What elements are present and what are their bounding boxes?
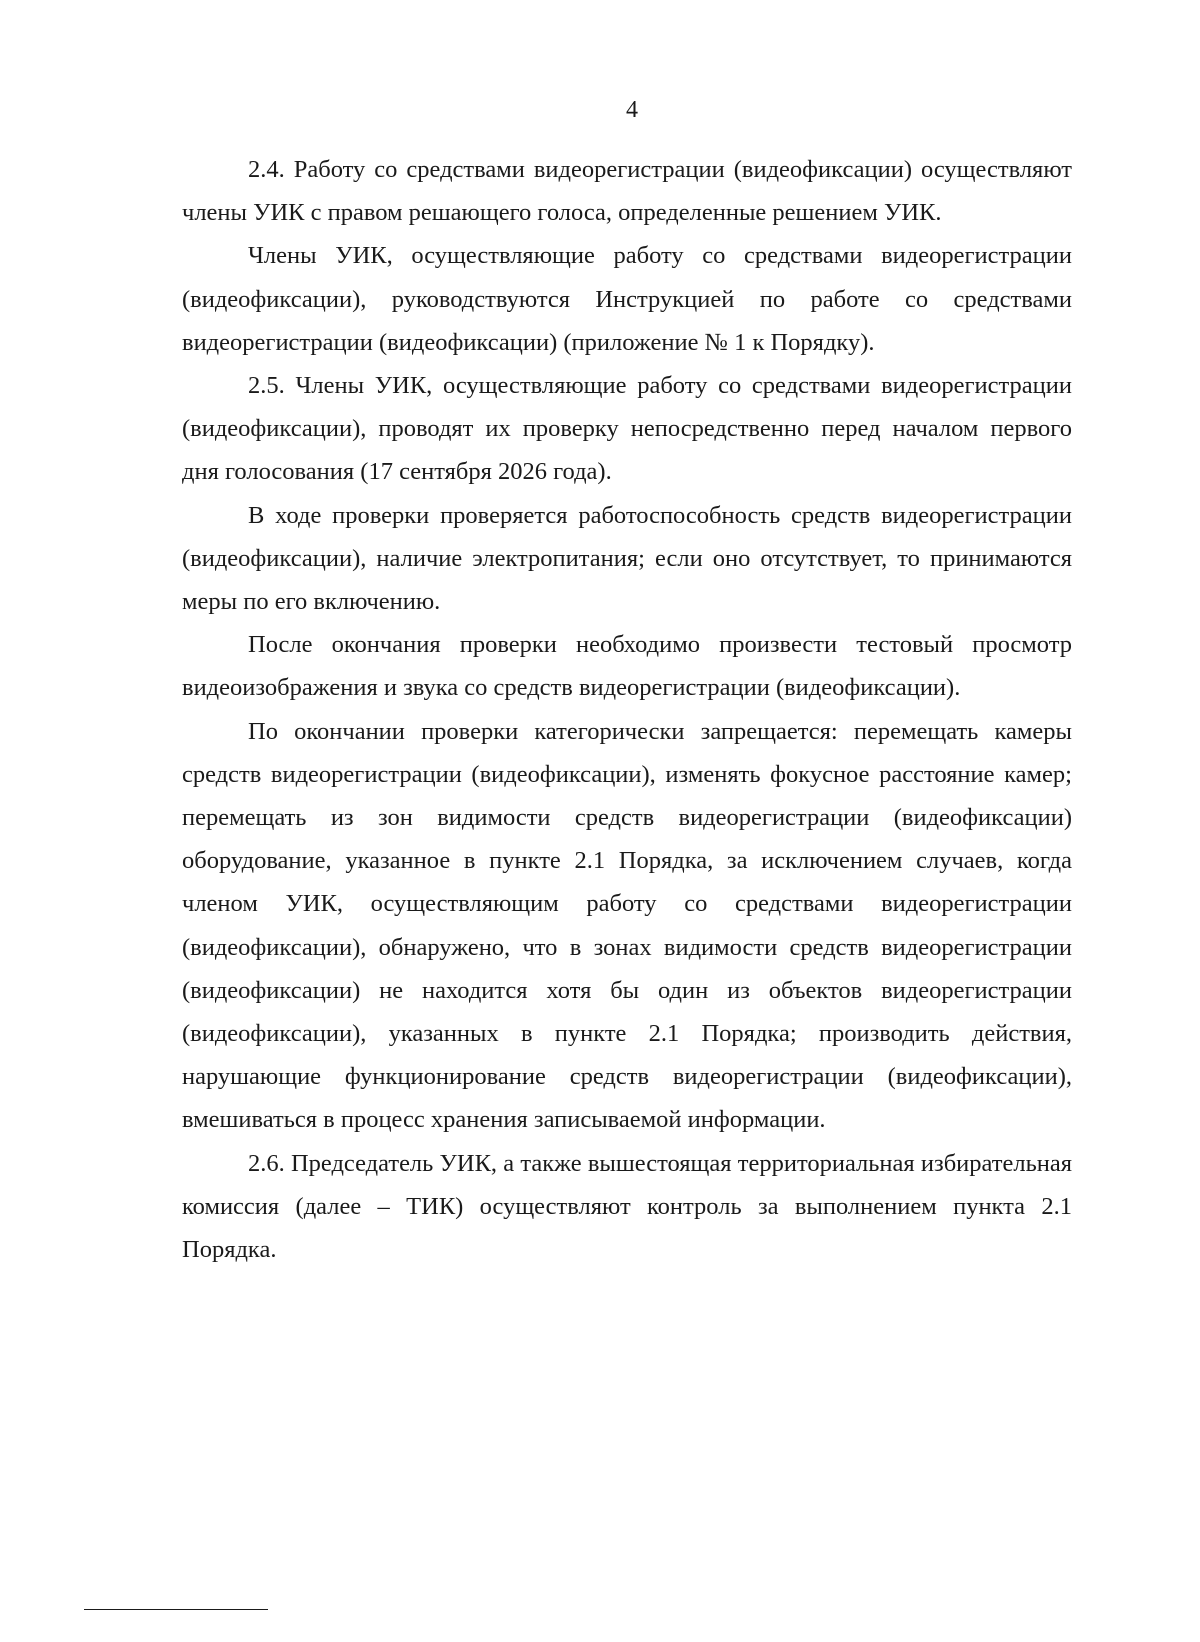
paragraph-2-4: 2.4. Работу со средствами видеорегистрации (видеофиксации) осуществляют члены УИК с правом решающего голоса, определенные решением УИК. — [182, 156, 1072, 227]
paragraph-2-5: 2.5. Члены УИК, осуществляющие работу со средствами видеорегистрации (видеофиксации), проводят их проверку непосредственно перед началом первого дня голосования (17 сентября 2026 года). — [182, 372, 1072, 486]
footnote-divider — [84, 1609, 268, 1610]
paragraph-test-view: После окончания проверки необходимо произвести тестовый просмотр видеоизображения и звука со средств видеорегистрации (видеофиксации). — [182, 631, 1072, 702]
paragraph-prohibitions: По окончании проверки категорически запрещается: перемещать камеры средств видеорегистрации (видеофиксации), изменять фокусное расстояние камер; перемещать из зон видимости средств видеорегистрации (видеофиксации) оборудование, указанное в пункте 2.1 Порядка, за исключением случаев, когда членом УИК, осуществляющим работу со средствами видеорегистрации (видеофиксации), обнаружено, что в зонах видимости средств видеорегистрации (видеофиксации) не находится хотя бы один из объектов видеорегистрации (видеофиксации), указанных в пункте 2.1 Порядка; производить действия, нарушающие функционирование средств видеорегистрации (видеофиксации), вмешиваться в процесс хранения записываемой информации. — [182, 717, 1072, 1134]
paragraph-check-process: В ходе проверки проверяется работоспособность средств видеорегистрации (видеофиксации), наличие электропитания; если оно отсутствует, то принимаются меры по его включению. — [182, 501, 1072, 616]
document-body — [182, 148, 1072, 1271]
paragraph-instruction: Члены УИК, осуществляющие работу со средствами видеорегистрации (видеофиксации), руководствуются Инструкцией по работе со средствами видеорегистрации (видеофиксации) (приложение № 1 к Порядку). — [182, 242, 1072, 356]
paragraph-2-6: 2.6. Председатель УИК, а также вышестоящая территориальная избирательная комиссия (далее – ТИК) осуществляют контроль за выполнением пункта 2.1 Порядка. — [182, 1149, 1072, 1264]
page-number: 4 — [626, 97, 638, 123]
